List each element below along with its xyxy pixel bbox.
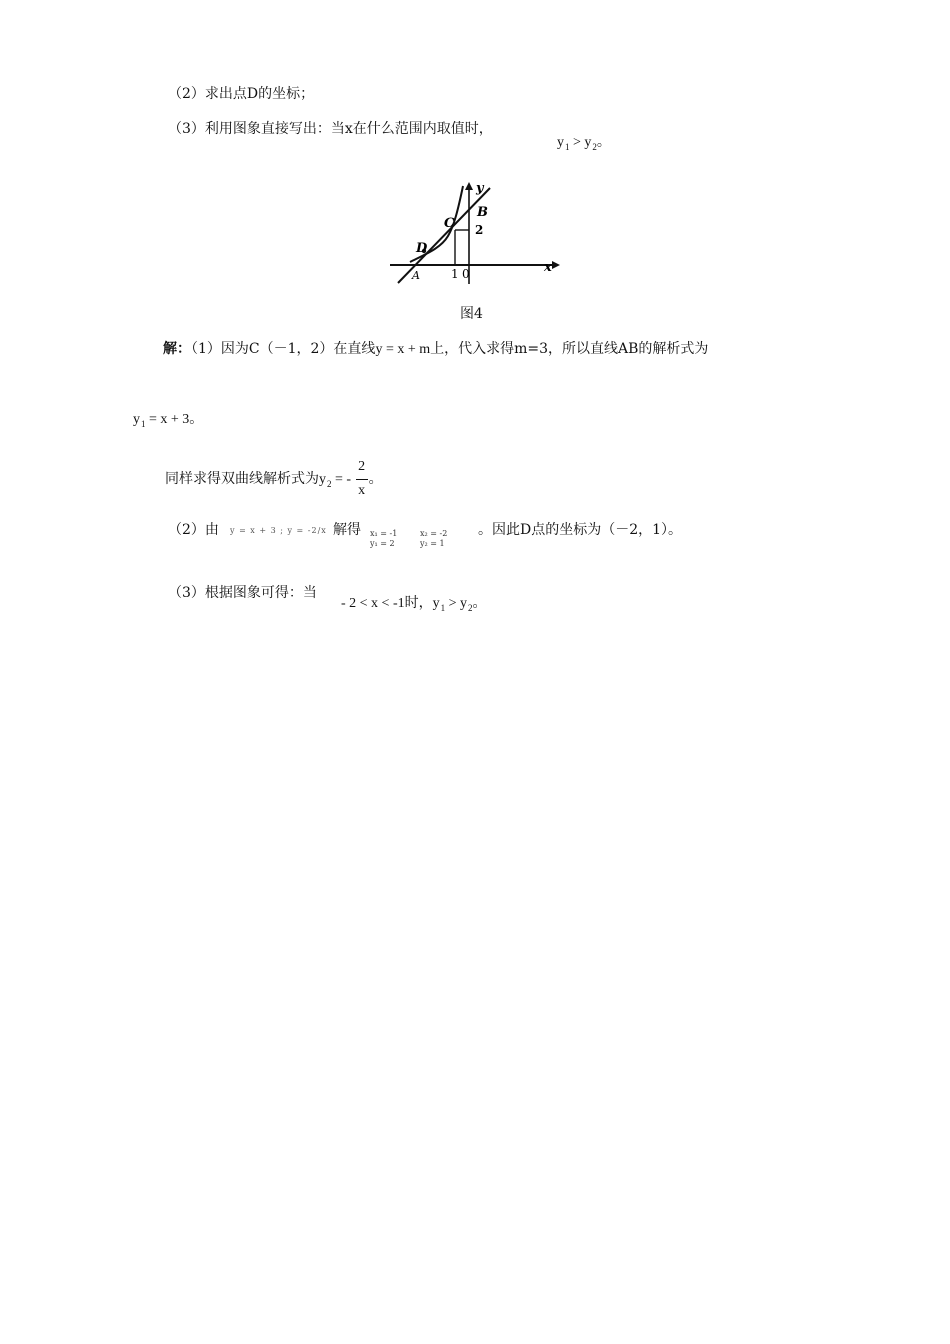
solution-2: （2）由 xyxy=(168,522,219,538)
solution-2-solved: 解得 xyxy=(333,522,361,538)
solution-3: （3）根据图象可得：当 xyxy=(168,585,317,601)
fraction: $\frac{2}{x}$ xyxy=(355,458,369,500)
question-2 xyxy=(168,85,314,103)
y-axis-arrow xyxy=(465,182,473,190)
question-2-text: （2）求出点D的坐标； xyxy=(168,86,315,102)
solution-lead: 解： xyxy=(163,341,191,357)
solution-2-conclusion: 。因此D点的坐标为（－2，1）。 xyxy=(478,522,683,538)
figure-4-graph xyxy=(386,180,566,290)
solution-1: 解：（1）因为C（－1，2）在直线y = x + m上，代入求得m=3，所以直线AB的解析式为 xyxy=(163,341,709,357)
solution-3-inequality: - 2 < x < -1时，$y_1 > y_2$。 xyxy=(341,595,487,613)
line-equation: y = x + m xyxy=(375,342,431,357)
label-a: A xyxy=(412,269,420,282)
question-3-text: （3）利用图象直接写出：当x在什么范围内取值时， xyxy=(168,121,493,137)
label-y: y xyxy=(476,181,484,196)
question-3 xyxy=(168,120,493,138)
equation-system: y = x + 3 ; y = -2/x xyxy=(230,526,327,535)
label-x: x xyxy=(544,260,552,275)
label-c: C xyxy=(444,216,455,231)
x-axis-arrow xyxy=(552,261,560,269)
question-3-inequality: $y_1 > y_2$。 xyxy=(557,135,611,152)
label-d: D xyxy=(416,241,428,256)
solution-1-line-result: $y_1 = x + 3$。 xyxy=(133,412,204,429)
solution-pair-1: x₁ = -1 y₁ = 2 xyxy=(370,529,398,548)
label-two: 2 xyxy=(475,223,484,237)
label-b: B xyxy=(477,205,488,220)
label-one: 1 xyxy=(451,267,459,281)
label-zero: 0 xyxy=(462,267,470,281)
figure-caption: 图4 xyxy=(460,306,483,322)
solution-pair-2: x₂ = -2 y₂ = 1 xyxy=(420,529,448,548)
solution-1-hyperbola: 同样求得双曲线解析式为$y_2$ = - $\frac{2}{x}$ 。 xyxy=(165,459,383,498)
